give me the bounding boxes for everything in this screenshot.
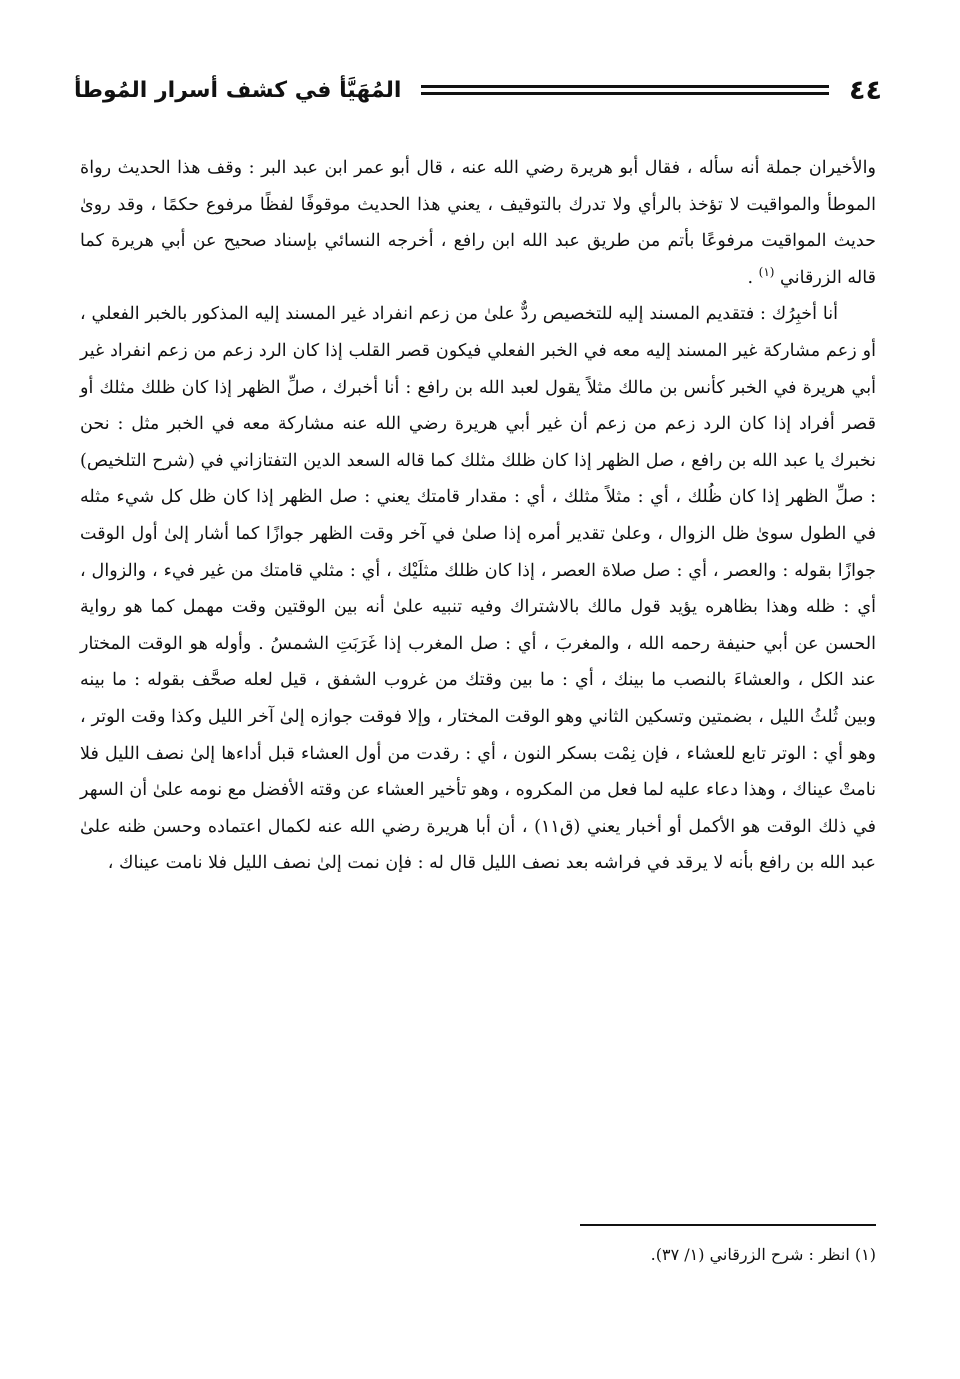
running-title: المُهَيَّأ في كشف أسرار المُوطأ — [74, 77, 402, 103]
header-double-rule — [421, 85, 829, 95]
footnote: (١) انظر : شرح الزرقاني (١/ ٣٧). — [650, 1245, 876, 1264]
page-number: ٤٤ — [849, 74, 882, 106]
paragraph-1-text: والأخيران جملة أنه سأله ، فقال أبو هريرة رضي الله عنه ، قال أبو عمر ابن عبد البر : وقف هذا الحديث رواة الموطأ والمواقيت لا تؤخذ بالرأي ولا تدرك بالتوقيف ، يعني هذا الحديث موقوفًا لفظًا مرفوع حكمًا ، وقد روىٰ حديث المواقيت مرفوعًا بأتم من طريق عبد الله ابن رافع ، أخرجه النسائي بإسناد صحيح عن أبي هريرة كما قاله الزرقاني — [80, 158, 876, 288]
footnote-separator — [580, 1224, 876, 1226]
paragraph-1 — [80, 150, 876, 296]
paragraph-1-end: . — [747, 267, 759, 288]
main-text — [80, 150, 876, 882]
paragraph-2: أنا أخبِرُك : فتقديم المسند إليه للتخصيص ردٌّ علىٰ من زعم انفراد غير المسند إليه المذكور بالخبر الفعلي ، أو زعم مشاركة غير المسند إليه معه في الخبر الفعلي فيكون قصر القلب إذا كان الرد زعم من زعم انفراد غير أبي هريرة في الخبر كأنس بن مالك مثلاً يقول لعبد الله بن رافع : أنا أخبرك ، صلِّ الظهر إذا كان ظلك مثلك أو قصر أفراد إذا كان الرد زعم من زعم أن غير أبي هريرة رضي الله عنه مشاركة معه في الخبر مثل : نحن نخبرك يا عبد الله بن رافع ، صل الظهر إذا كان ظلك مثلك كما قاله السعد الدين التفتازاني في (شرح التلخيص) : صلِّ الظهر إذا كان ظُلك ، أي : مثلاً مثلك ، أي : مقدار قامتك يعني : صل الظهر إذا كان ظل كل شيء مثله في الطول سوىٰ ظل الزوال ، وعلىٰ تقدير أمره إذا صلىٰ في آخر وقت الظهر جوازًا كما أشار إلىٰ أول الوقت جوازًا بقوله : والعصر ، أي : صل صلاة العصر ، إذا كان ظلك مثلَيْك ، أي : مثلي قامتك من غير فيء ، والزوال ، أي : ظله وهذا بظاهره يؤيد قول مالك بالاشتراك وفيه تنبيه علىٰ أنه بين الوقتين وقت مهمل كما هو رواية الحسن عن أبي حنيفة رحمه الله ، والمغربَ ، أي : صل المغرب إذا غَرَبَتِ الشمسُ . وأوله هو الوقت المختار عند الكل ، والعشاءَ بالنصب ما بينك ، أي : ما بين وقتك من غروب الشفق ، قيل لعله صحَّف بقوله : ما بينه وبين ثُلثُ الليل ، بضمتين وتسكين الثاني وهو الوقت المختار ، وإلا فوقت جوازه إلىٰ آخر الليل وكذا وقت الوتر ، وهو أي : الوتر تابع للعشاء ، فإن نِمْت بسكر النون ، أي : رقدت من أول العشاء قبل أداءها إلىٰ نصف الليل فلا نامتْ عيناك ، وهذا دعاء عليه لما فعل من المكروه ، وهو تأخير العشاء عن وقته الأفضل مع نومه علىٰ أن السهر في ذلك الوقت هو الأكمل أو أخبار يعني (ق١١) ، أن أبا هريرة رضي الله عنه لكمال اعتماده وحسن ظنه علىٰ عبد الله بن رافع بأنه لا يرقد في فراشه بعد نصف الليل قال له : فإن نمت إلىٰ نصف الليل فلا نامت عيناك ، — [80, 304, 876, 874]
running-header — [74, 68, 882, 112]
footnote-reference: (١) — [758, 264, 775, 279]
